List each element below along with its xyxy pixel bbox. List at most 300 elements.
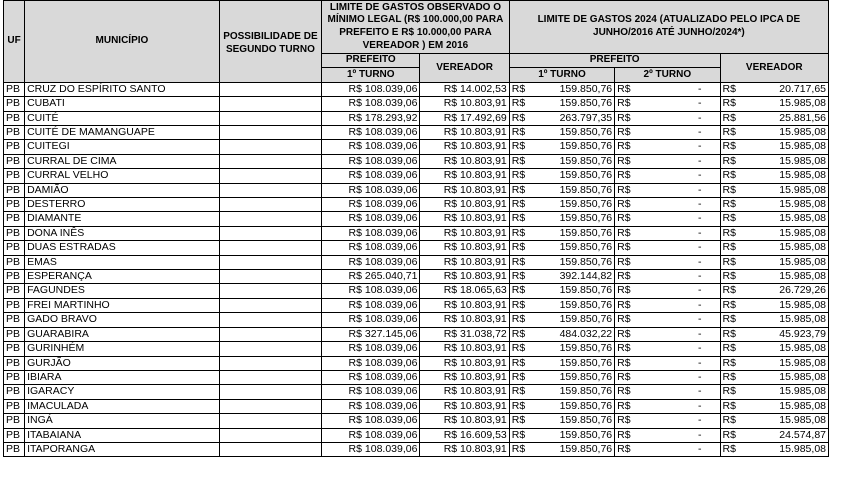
cell-prefeito-2016: R$ 108.039,06	[322, 140, 420, 154]
cell-municipio: IGARACY	[25, 385, 220, 399]
cell-currency: R$	[720, 313, 741, 327]
cell-currency: R$	[509, 356, 530, 370]
cell-vereador-2024: 15.985,08	[741, 241, 828, 255]
cell-segundo-turno	[219, 97, 321, 111]
table-row	[4, 327, 829, 341]
cell-currency: R$	[615, 140, 636, 154]
cell-currency: R$	[720, 97, 741, 111]
cell-prefeito-2024-t1: 159.850,76	[530, 126, 614, 140]
table-row	[4, 270, 829, 284]
cell-currency: R$	[509, 226, 530, 240]
cell-uf: PB	[4, 414, 25, 428]
limits-table	[3, 0, 829, 457]
cell-vereador-2016: R$ 10.803,91	[420, 169, 509, 183]
cell-currency: R$	[615, 342, 636, 356]
cell-vereador-2024: 45.923,79	[741, 327, 828, 341]
cell-vereador-2024: 15.985,08	[741, 370, 828, 384]
cell-segundo-turno	[219, 414, 321, 428]
cell-currency: R$	[615, 442, 636, 456]
cell-prefeito-2024-t1: 159.850,76	[530, 198, 614, 212]
cell-vereador-2016: R$ 10.803,91	[420, 414, 509, 428]
table-row	[4, 284, 829, 298]
cell-uf: PB	[4, 126, 25, 140]
header-vereador-2024: VEREADOR	[720, 54, 829, 83]
cell-currency: R$	[509, 370, 530, 384]
cell-municipio: FAGUNDES	[25, 284, 220, 298]
cell-currency: R$	[615, 313, 636, 327]
header-prefeito-2024: PREFEITO	[509, 54, 720, 68]
cell-segundo-turno	[219, 342, 321, 356]
cell-segundo-turno	[219, 356, 321, 370]
cell-segundo-turno	[219, 198, 321, 212]
cell-prefeito-2016: R$ 108.039,06	[322, 313, 420, 327]
cell-prefeito-2016: R$ 178.293,92	[322, 111, 420, 125]
cell-prefeito-2024-t1: 159.850,76	[530, 356, 614, 370]
cell-vereador-2016: R$ 10.803,91	[420, 270, 509, 284]
cell-vereador-2024: 20.717,65	[741, 82, 828, 96]
cell-currency: R$	[615, 169, 636, 183]
cell-vereador-2016: R$ 10.803,91	[420, 399, 509, 413]
cell-vereador-2016: R$ 10.803,91	[420, 356, 509, 370]
cell-vereador-2016: R$ 10.803,91	[420, 226, 509, 240]
cell-vereador-2024: 15.985,08	[741, 399, 828, 413]
cell-currency: R$	[615, 255, 636, 269]
cell-currency: R$	[509, 385, 530, 399]
cell-vereador-2024: 15.985,08	[741, 442, 828, 456]
cell-uf: PB	[4, 442, 25, 456]
cell-prefeito-2024-t1: 159.850,76	[530, 284, 614, 298]
cell-vereador-2024: 15.985,08	[741, 414, 828, 428]
cell-currency: R$	[615, 226, 636, 240]
cell-prefeito-2024-t1: 484.032,22	[530, 327, 614, 341]
table-row	[4, 154, 829, 168]
table-body	[4, 82, 829, 457]
header-limite-2024: LIMITE DE GASTOS 2024 (ATUALIZADO PELO IPCA DE JUNHO/2016 ATÉ JUNHO/2024*)	[509, 1, 828, 54]
cell-currency: R$	[720, 183, 741, 197]
cell-segundo-turno	[219, 154, 321, 168]
cell-currency: R$	[509, 284, 530, 298]
cell-segundo-turno	[219, 442, 321, 456]
table-row	[4, 126, 829, 140]
cell-vereador-2024: 15.985,08	[741, 270, 828, 284]
cell-vereador-2024: 25.881,56	[741, 111, 828, 125]
cell-prefeito-2016: R$ 108.039,06	[322, 255, 420, 269]
cell-currency: R$	[720, 428, 741, 442]
cell-vereador-2016: R$ 18.065,63	[420, 284, 509, 298]
cell-vereador-2024: 15.985,08	[741, 198, 828, 212]
cell-segundo-turno	[219, 82, 321, 96]
cell-prefeito-2016: R$ 108.039,06	[322, 97, 420, 111]
cell-municipio: CRUZ DO ESPÍRITO SANTO	[25, 82, 220, 96]
cell-currency: R$	[509, 313, 530, 327]
cell-currency: R$	[720, 356, 741, 370]
cell-uf: PB	[4, 313, 25, 327]
cell-currency: R$	[615, 82, 636, 96]
cell-uf: PB	[4, 183, 25, 197]
cell-currency: R$	[720, 255, 741, 269]
cell-currency: R$	[615, 270, 636, 284]
cell-municipio: CURRAL DE CIMA	[25, 154, 220, 168]
cell-segundo-turno	[219, 313, 321, 327]
cell-prefeito-2024-t2: -	[636, 414, 720, 428]
cell-municipio: GURINHÉM	[25, 342, 220, 356]
cell-currency: R$	[615, 399, 636, 413]
cell-vereador-2016: R$ 16.609,53	[420, 428, 509, 442]
cell-currency: R$	[509, 140, 530, 154]
cell-currency: R$	[720, 169, 741, 183]
cell-currency: R$	[720, 111, 741, 125]
cell-uf: PB	[4, 226, 25, 240]
cell-currency: R$	[509, 198, 530, 212]
cell-prefeito-2016: R$ 108.039,06	[322, 399, 420, 413]
cell-municipio: GURJÃO	[25, 356, 220, 370]
cell-prefeito-2024-t2: -	[636, 313, 720, 327]
cell-vereador-2016: R$ 10.803,91	[420, 385, 509, 399]
header-vereador-2016: VEREADOR	[420, 54, 509, 83]
cell-municipio: CUITÉ	[25, 111, 220, 125]
cell-vereador-2024: 15.985,08	[741, 169, 828, 183]
cell-vereador-2016: R$ 10.803,91	[420, 212, 509, 226]
cell-vereador-2016: R$ 10.803,91	[420, 126, 509, 140]
cell-segundo-turno	[219, 169, 321, 183]
cell-currency: R$	[509, 399, 530, 413]
cell-currency: R$	[509, 442, 530, 456]
cell-municipio: DUAS ESTRADAS	[25, 241, 220, 255]
cell-vereador-2016: R$ 10.803,91	[420, 442, 509, 456]
cell-currency: R$	[720, 342, 741, 356]
cell-currency: R$	[615, 212, 636, 226]
cell-uf: PB	[4, 284, 25, 298]
cell-uf: PB	[4, 111, 25, 125]
cell-uf: PB	[4, 342, 25, 356]
cell-prefeito-2016: R$ 108.039,06	[322, 342, 420, 356]
cell-currency: R$	[720, 370, 741, 384]
cell-vereador-2024: 15.985,08	[741, 255, 828, 269]
table-row	[4, 226, 829, 240]
cell-municipio: ITABAIANA	[25, 428, 220, 442]
cell-vereador-2016: R$ 10.803,91	[420, 198, 509, 212]
cell-prefeito-2024-t2: -	[636, 169, 720, 183]
cell-vereador-2016: R$ 10.803,91	[420, 342, 509, 356]
cell-currency: R$	[720, 82, 741, 96]
cell-prefeito-2024-t1: 263.797,35	[530, 111, 614, 125]
cell-prefeito-2016: R$ 108.039,06	[322, 226, 420, 240]
cell-vereador-2016: R$ 10.803,91	[420, 370, 509, 384]
cell-vereador-2016: R$ 10.803,91	[420, 97, 509, 111]
cell-prefeito-2016: R$ 108.039,06	[322, 212, 420, 226]
cell-uf: PB	[4, 140, 25, 154]
cell-segundo-turno	[219, 183, 321, 197]
cell-municipio: FREI MARTINHO	[25, 298, 220, 312]
cell-segundo-turno	[219, 327, 321, 341]
cell-segundo-turno	[219, 370, 321, 384]
header-turno1-2016: 1º TURNO	[322, 68, 420, 82]
table-row	[4, 198, 829, 212]
cell-vereador-2024: 15.985,08	[741, 385, 828, 399]
cell-municipio: IMACULADA	[25, 399, 220, 413]
cell-currency: R$	[509, 212, 530, 226]
table-row	[4, 313, 829, 327]
cell-vereador-2016: R$ 10.803,91	[420, 255, 509, 269]
cell-vereador-2016: R$ 10.803,91	[420, 298, 509, 312]
header-municipio: MUNICÍPIO	[25, 1, 220, 83]
cell-vereador-2024: 15.985,08	[741, 140, 828, 154]
header-turno1-2024: 1º TURNO	[509, 68, 614, 82]
cell-vereador-2016: R$ 10.803,91	[420, 140, 509, 154]
cell-vereador-2024: 15.985,08	[741, 313, 828, 327]
cell-currency: R$	[615, 198, 636, 212]
cell-currency: R$	[615, 414, 636, 428]
table-row	[4, 298, 829, 312]
table-row	[4, 82, 829, 96]
cell-prefeito-2016: R$ 108.039,06	[322, 183, 420, 197]
cell-municipio: INGÁ	[25, 414, 220, 428]
cell-prefeito-2024-t2: -	[636, 198, 720, 212]
cell-currency: R$	[509, 270, 530, 284]
cell-uf: PB	[4, 385, 25, 399]
header-uf: UF	[4, 1, 25, 83]
cell-currency: R$	[615, 97, 636, 111]
cell-prefeito-2016: R$ 108.039,06	[322, 198, 420, 212]
cell-currency: R$	[615, 284, 636, 298]
cell-prefeito-2024-t1: 392.144,82	[530, 270, 614, 284]
cell-prefeito-2024-t2: -	[636, 356, 720, 370]
cell-currency: R$	[720, 140, 741, 154]
cell-prefeito-2024-t1: 159.850,76	[530, 212, 614, 226]
cell-prefeito-2024-t1: 159.850,76	[530, 154, 614, 168]
cell-currency: R$	[720, 154, 741, 168]
cell-currency: R$	[509, 154, 530, 168]
cell-currency: R$	[509, 111, 530, 125]
table-row	[4, 97, 829, 111]
cell-currency: R$	[720, 284, 741, 298]
table-row	[4, 414, 829, 428]
cell-prefeito-2024-t2: -	[636, 97, 720, 111]
table-row	[4, 442, 829, 456]
cell-currency: R$	[720, 399, 741, 413]
cell-municipio: GADO BRAVO	[25, 313, 220, 327]
cell-currency: R$	[720, 298, 741, 312]
cell-vereador-2024: 15.985,08	[741, 342, 828, 356]
cell-currency: R$	[615, 385, 636, 399]
cell-prefeito-2024-t2: -	[636, 126, 720, 140]
cell-vereador-2016: R$ 17.492,69	[420, 111, 509, 125]
cell-prefeito-2024-t1: 159.850,76	[530, 169, 614, 183]
cell-prefeito-2024-t2: -	[636, 385, 720, 399]
cell-prefeito-2016: R$ 108.039,06	[322, 442, 420, 456]
cell-vereador-2016: R$ 31.038,72	[420, 327, 509, 341]
cell-currency: R$	[509, 183, 530, 197]
cell-prefeito-2024-t1: 159.850,76	[530, 385, 614, 399]
cell-vereador-2016: R$ 14.002,53	[420, 82, 509, 96]
cell-currency: R$	[615, 111, 636, 125]
cell-vereador-2024: 15.985,08	[741, 126, 828, 140]
header-turno2-2024: 2º TURNO	[615, 68, 720, 82]
cell-municipio: EMAS	[25, 255, 220, 269]
table-row	[4, 212, 829, 226]
cell-vereador-2016: R$ 10.803,91	[420, 154, 509, 168]
cell-segundo-turno	[219, 140, 321, 154]
cell-prefeito-2024-t1: 159.850,76	[530, 342, 614, 356]
cell-segundo-turno	[219, 255, 321, 269]
cell-prefeito-2024-t1: 159.850,76	[530, 313, 614, 327]
cell-prefeito-2024-t2: -	[636, 82, 720, 96]
cell-prefeito-2016: R$ 108.039,06	[322, 169, 420, 183]
cell-prefeito-2024-t2: -	[636, 212, 720, 226]
cell-vereador-2024: 15.985,08	[741, 298, 828, 312]
table-row	[4, 356, 829, 370]
cell-uf: PB	[4, 370, 25, 384]
cell-currency: R$	[720, 442, 741, 456]
cell-currency: R$	[615, 241, 636, 255]
header-prefeito-2016: PREFEITO	[322, 54, 420, 68]
cell-municipio: DESTERRO	[25, 198, 220, 212]
cell-vereador-2024: 15.985,08	[741, 226, 828, 240]
cell-currency: R$	[509, 82, 530, 96]
cell-currency: R$	[509, 97, 530, 111]
cell-prefeito-2024-t2: -	[636, 183, 720, 197]
cell-vereador-2016: R$ 10.803,91	[420, 313, 509, 327]
cell-prefeito-2016: R$ 108.039,06	[322, 82, 420, 96]
cell-municipio: CUITEGI	[25, 140, 220, 154]
table-row	[4, 183, 829, 197]
cell-prefeito-2024-t1: 159.850,76	[530, 226, 614, 240]
cell-currency: R$	[720, 126, 741, 140]
cell-segundo-turno	[219, 284, 321, 298]
cell-municipio: GUARABIRA	[25, 327, 220, 341]
cell-prefeito-2024-t2: -	[636, 226, 720, 240]
cell-currency: R$	[720, 212, 741, 226]
cell-prefeito-2016: R$ 327.145,06	[322, 327, 420, 341]
cell-prefeito-2016: R$ 108.039,06	[322, 414, 420, 428]
cell-currency: R$	[615, 126, 636, 140]
cell-prefeito-2024-t1: 159.850,76	[530, 241, 614, 255]
table-row	[4, 140, 829, 154]
cell-currency: R$	[509, 169, 530, 183]
table-row	[4, 342, 829, 356]
cell-prefeito-2024-t2: -	[636, 399, 720, 413]
cell-prefeito-2016: R$ 108.039,06	[322, 126, 420, 140]
cell-prefeito-2016: R$ 108.039,06	[322, 284, 420, 298]
cell-currency: R$	[720, 198, 741, 212]
cell-prefeito-2016: R$ 108.039,06	[322, 154, 420, 168]
cell-currency: R$	[509, 298, 530, 312]
cell-currency: R$	[509, 428, 530, 442]
cell-uf: PB	[4, 241, 25, 255]
cell-currency: R$	[509, 126, 530, 140]
cell-prefeito-2024-t2: -	[636, 342, 720, 356]
cell-segundo-turno	[219, 270, 321, 284]
cell-segundo-turno	[219, 126, 321, 140]
cell-municipio: DAMIÃO	[25, 183, 220, 197]
cell-currency: R$	[720, 385, 741, 399]
cell-currency: R$	[720, 241, 741, 255]
cell-prefeito-2024-t1: 159.850,76	[530, 82, 614, 96]
table-row	[4, 385, 829, 399]
cell-prefeito-2024-t2: -	[636, 140, 720, 154]
table-row	[4, 255, 829, 269]
cell-currency: R$	[720, 270, 741, 284]
cell-uf: PB	[4, 255, 25, 269]
cell-segundo-turno	[219, 428, 321, 442]
cell-municipio: CUITÉ DE MAMANGUAPE	[25, 126, 220, 140]
cell-segundo-turno	[219, 241, 321, 255]
cell-vereador-2024: 15.985,08	[741, 97, 828, 111]
cell-uf: PB	[4, 356, 25, 370]
table-row	[4, 111, 829, 125]
cell-uf: PB	[4, 97, 25, 111]
cell-uf: PB	[4, 428, 25, 442]
cell-prefeito-2016: R$ 108.039,06	[322, 385, 420, 399]
cell-currency: R$	[509, 241, 530, 255]
cell-prefeito-2016: R$ 108.039,06	[322, 241, 420, 255]
cell-uf: PB	[4, 169, 25, 183]
cell-prefeito-2016: R$ 108.039,06	[322, 298, 420, 312]
cell-prefeito-2024-t2: -	[636, 442, 720, 456]
cell-segundo-turno	[219, 399, 321, 413]
cell-uf: PB	[4, 82, 25, 96]
cell-prefeito-2024-t2: -	[636, 298, 720, 312]
header-segundo-turno: POSSIBILIDADE DE SEGUNDO TURNO	[219, 1, 321, 83]
cell-currency: R$	[509, 414, 530, 428]
cell-prefeito-2024-t1: 159.850,76	[530, 255, 614, 269]
cell-prefeito-2024-t2: -	[636, 270, 720, 284]
cell-currency: R$	[615, 370, 636, 384]
cell-prefeito-2024-t1: 159.850,76	[530, 183, 614, 197]
cell-segundo-turno	[219, 226, 321, 240]
cell-currency: R$	[720, 327, 741, 341]
cell-prefeito-2016: R$ 108.039,06	[322, 370, 420, 384]
cell-segundo-turno	[219, 298, 321, 312]
cell-uf: PB	[4, 298, 25, 312]
cell-currency: R$	[720, 414, 741, 428]
cell-currency: R$	[509, 342, 530, 356]
cell-segundo-turno	[219, 385, 321, 399]
cell-vereador-2024: 15.985,08	[741, 183, 828, 197]
table-row	[4, 241, 829, 255]
cell-uf: PB	[4, 399, 25, 413]
cell-vereador-2024: 26.729,26	[741, 284, 828, 298]
table-row	[4, 169, 829, 183]
cell-prefeito-2024-t2: -	[636, 111, 720, 125]
cell-municipio: IBIARA	[25, 370, 220, 384]
cell-prefeito-2024-t2: -	[636, 255, 720, 269]
cell-prefeito-2024-t1: 159.850,76	[530, 399, 614, 413]
cell-municipio: DONA INÊS	[25, 226, 220, 240]
cell-vereador-2024: 24.574,87	[741, 428, 828, 442]
cell-currency: R$	[615, 298, 636, 312]
cell-prefeito-2024-t1: 159.850,76	[530, 97, 614, 111]
cell-municipio: ITAPORANGA	[25, 442, 220, 456]
cell-prefeito-2024-t2: -	[636, 370, 720, 384]
cell-prefeito-2024-t2: -	[636, 241, 720, 255]
cell-prefeito-2016: R$ 265.040,71	[322, 270, 420, 284]
cell-prefeito-2016: R$ 108.039,06	[322, 428, 420, 442]
header-limite-2016: LIMITE DE GASTOS OBSERVADO O MÍNIMO LEGAL (R$ 100.000,00 PARA PREFEITO E R$ 10.000,00 PARA VEREADOR ) EM 2016	[322, 1, 510, 54]
cell-prefeito-2024-t1: 159.850,76	[530, 140, 614, 154]
cell-uf: PB	[4, 198, 25, 212]
cell-currency: R$	[615, 154, 636, 168]
cell-prefeito-2024-t2: -	[636, 428, 720, 442]
cell-prefeito-2024-t1: 159.850,76	[530, 428, 614, 442]
cell-municipio: CUBATI	[25, 97, 220, 111]
cell-prefeito-2024-t1: 159.850,76	[530, 370, 614, 384]
cell-currency: R$	[615, 183, 636, 197]
cell-municipio: DIAMANTE	[25, 212, 220, 226]
cell-vereador-2024: 15.985,08	[741, 356, 828, 370]
table-row	[4, 370, 829, 384]
cell-uf: PB	[4, 212, 25, 226]
